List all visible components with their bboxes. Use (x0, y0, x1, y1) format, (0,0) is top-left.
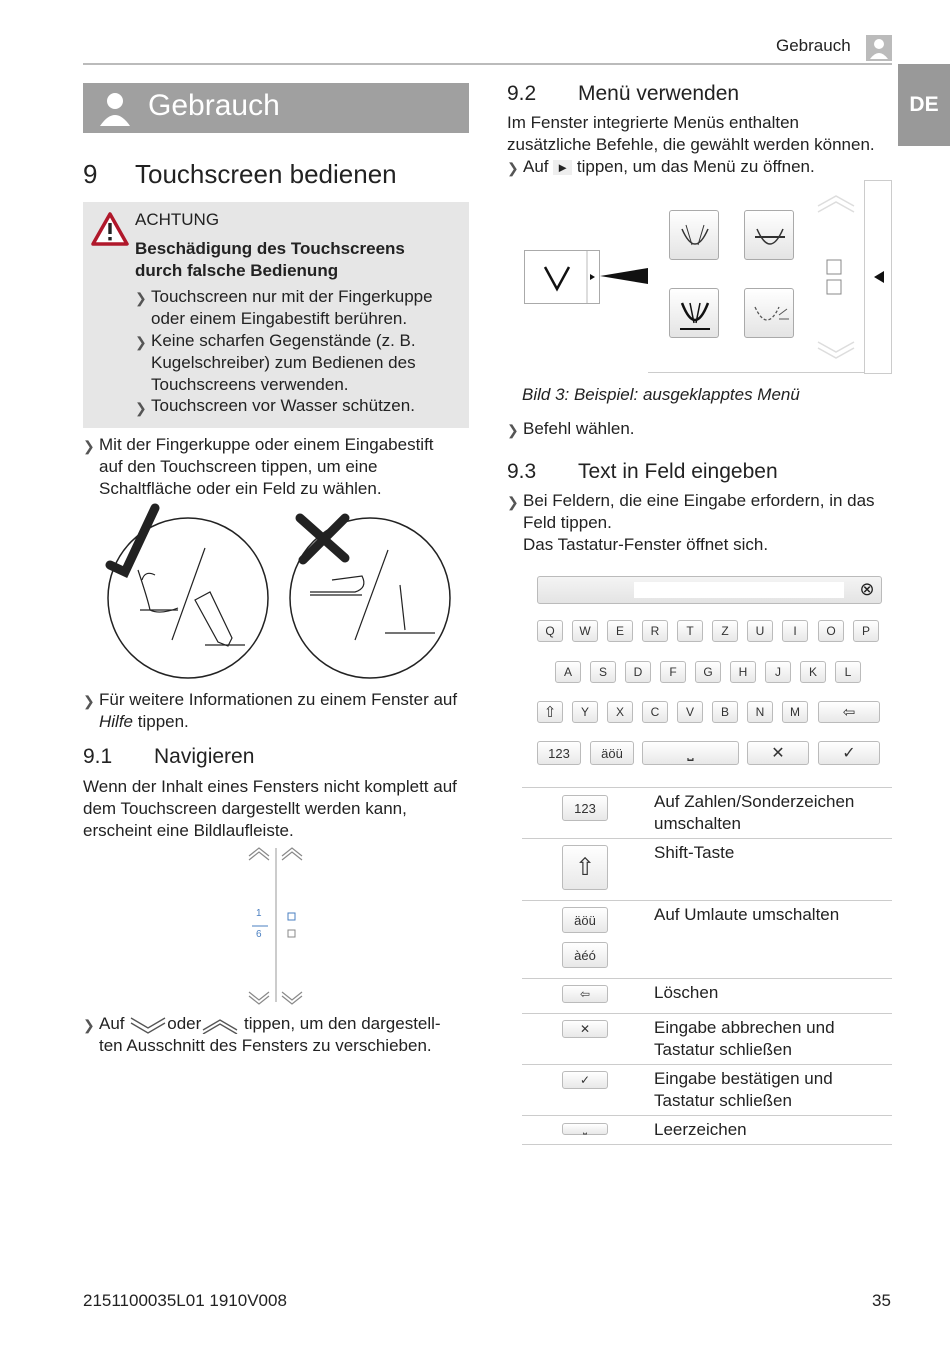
legend-key: ⎵ (562, 1123, 608, 1135)
section-text: Im Fenster integrierte Menüs enthalten zusätzliche Befehle, die gewählt werden können. (507, 113, 875, 154)
chapter-title: Touchscreen bedienen (135, 159, 397, 189)
key[interactable]: K (800, 661, 826, 683)
cross-icon (300, 518, 345, 560)
legend-key: ⇧ (562, 845, 608, 890)
help-step (99, 689, 469, 733)
key[interactable]: J (765, 661, 791, 683)
table-rule (522, 787, 892, 788)
help-step-text: tippen. (133, 712, 189, 731)
help-keyword: Hilfe (99, 712, 134, 731)
page-indicator-icon (825, 258, 845, 298)
key[interactable]: P (853, 620, 879, 642)
key[interactable]: D (625, 661, 651, 683)
chapter-banner (83, 83, 469, 133)
clear-icon[interactable]: ⊗ (859, 579, 875, 599)
key[interactable]: C (642, 701, 668, 723)
step-text: tippen, um das Menü zu öffnen. (576, 157, 815, 176)
warning-item: Touchscreen nur mit der Fingerkuppe oder einem Eingabestift berühren. (151, 287, 433, 328)
menu-step (523, 156, 883, 179)
step-text: ten Ausschnitt des Fensters zu verschieben. (99, 1036, 432, 1055)
cancel-key[interactable]: ✕ (747, 741, 809, 765)
legend-desc: Leerzeichen (654, 1120, 747, 1139)
key[interactable]: H (730, 661, 756, 683)
legend-key: àéó (562, 942, 608, 968)
key[interactable]: M (782, 701, 808, 723)
legend-desc: Eingabe bestätigen und Tastatur schließen (654, 1069, 833, 1110)
scroll-up-icon (816, 192, 856, 214)
text-field[interactable] (537, 576, 882, 604)
section-title: Text in Feld eingeben (578, 460, 778, 483)
section-text: Wenn der Inhalt eines Fensters nicht komplett auf dem Touchscreen dargestellt werden kann, erscheint eine Bildlaufleiste. (83, 777, 457, 840)
section-title: Menü verwenden (578, 82, 740, 105)
table-rule (522, 1115, 892, 1116)
menu-command-button[interactable] (669, 210, 719, 260)
text-step: Bei Feldern, die eine Eingabe erfordern, in das Feld tippen. (523, 491, 875, 532)
step-text: oder (167, 1014, 202, 1033)
bullet-icon: ❯ (507, 160, 519, 176)
bullet-icon: ❯ (135, 334, 147, 350)
menu-collapse-tab[interactable] (864, 180, 892, 374)
menu-field[interactable] (524, 250, 600, 304)
menu-command-button[interactable] (744, 288, 794, 338)
menu-arrow-glyph: ► (553, 160, 572, 175)
legend-desc: Eingabe abbrechen und Tastatur schließen (654, 1018, 835, 1059)
bullet-icon: ❯ (83, 693, 95, 709)
banner-title: Gebrauch (148, 89, 280, 122)
legend-desc: Shift-Taste (654, 843, 735, 862)
touch-illustration (100, 500, 460, 685)
umlaut-key[interactable]: äöü (590, 741, 634, 765)
scroll-down-icon (129, 1014, 167, 1034)
help-step-text: Für weitere Informationen zu einem Fenster auf (99, 690, 458, 709)
bullet-icon: ❯ (83, 438, 95, 454)
key[interactable]: Q (537, 620, 563, 642)
menu-illustration (522, 178, 894, 374)
scroll-down-button[interactable] (280, 987, 306, 1009)
scroll-down-icon (816, 338, 856, 360)
warning-icon (91, 212, 129, 246)
scrollbar-illustration (246, 842, 306, 1007)
bullet-icon: ❯ (507, 422, 519, 438)
bullet-icon: ❯ (507, 494, 519, 510)
key[interactable]: F (660, 661, 686, 683)
warning-box (83, 202, 469, 428)
key[interactable]: I (782, 620, 808, 642)
person-icon (97, 90, 133, 126)
table-rule (522, 838, 892, 839)
legend-desc: Auf Zahlen/Sonderzeichen umschalten (654, 792, 855, 833)
table-rule (522, 978, 892, 979)
key[interactable]: L (835, 661, 861, 683)
legend-desc: Auf Umlaute umschalten (654, 905, 840, 924)
section-number: 9.1 (83, 745, 113, 768)
chapter-number: 9 (83, 159, 98, 189)
shift-key[interactable]: ⇧ (537, 701, 563, 723)
menu-command-button[interactable] (669, 288, 719, 338)
key[interactable]: V (677, 701, 703, 723)
pointer-arrow-icon (600, 266, 650, 286)
scroll-up-button[interactable] (280, 842, 306, 864)
key[interactable]: X (607, 701, 633, 723)
menu-command-button[interactable] (744, 210, 794, 260)
warning-title: Beschädigung des Touchscreens durch falsche Bedienung (135, 239, 405, 280)
legend-key: ✕ (562, 1020, 608, 1038)
figure-caption: Bild 3: Beispiel: ausgeklapptes Menü (522, 385, 800, 404)
key[interactable]: O (818, 620, 844, 642)
warning-item: Touchscreen vor Wasser schützen. (151, 396, 415, 415)
confirm-key[interactable]: ✓ (818, 741, 880, 765)
legend-key: 123 (562, 795, 608, 821)
table-rule (522, 900, 892, 901)
text-step-result: Das Tastatur-Fenster öffnet sich. (523, 535, 769, 554)
key[interactable]: T (677, 620, 703, 642)
warning-label: ACHTUNG (135, 210, 220, 229)
warning-item: Keine scharfen Gegenstände (z. B. Kugelschreiber) zum Bedienen des Touchscreens verwenden. (151, 331, 416, 394)
key[interactable]: S (590, 661, 616, 683)
key[interactable]: Y (572, 701, 598, 723)
running-header: Gebrauch (776, 36, 851, 55)
key[interactable]: N (747, 701, 773, 723)
key[interactable]: A (555, 661, 581, 683)
page-total: 6 (256, 929, 262, 940)
page-number: 35 (872, 1291, 891, 1310)
step-text: Auf (99, 1014, 125, 1033)
table-rule (522, 1144, 892, 1145)
step-text: Auf (523, 157, 549, 176)
legend-desc: Löschen (654, 983, 719, 1002)
language-tab: DE (898, 64, 950, 146)
section-number: 9.2 (507, 82, 537, 105)
backspace-key[interactable]: ⇦ (818, 701, 880, 723)
step-text: tippen, um den dargestell- (244, 1014, 441, 1033)
bullet-icon: ❯ (135, 400, 147, 416)
person-icon (866, 35, 892, 61)
table-rule (522, 1064, 892, 1065)
legend-key: ✓ (562, 1071, 608, 1089)
menu-step-2: Befehl wählen. (523, 419, 635, 438)
document-number: 2151100035L01 1910V008 (83, 1291, 287, 1310)
key[interactable]: R (642, 620, 668, 642)
legend-key: äöü (562, 907, 608, 933)
key[interactable]: Z (712, 620, 738, 642)
key[interactable]: U (747, 620, 773, 642)
header-rule (83, 63, 892, 65)
section-title: Navigieren (154, 745, 255, 768)
key[interactable]: W (572, 620, 598, 642)
key[interactable]: E (607, 620, 633, 642)
bullet-icon: ❯ (135, 290, 147, 306)
intro-step: Mit der Fingerkuppe oder einem Eingabestift auf den Touchscreen tippen, um eine Schaltfläche oder ein Feld zu wählen. (99, 435, 434, 498)
legend-key: ⇦ (562, 985, 608, 1003)
bullet-icon: ❯ (83, 1017, 95, 1033)
table-rule (522, 1013, 892, 1014)
scroll-step (99, 1013, 479, 1057)
key[interactable]: B (712, 701, 738, 723)
space-key[interactable]: ⎵ (642, 741, 739, 765)
key[interactable]: G (695, 661, 721, 683)
text-field-input[interactable] (634, 582, 844, 598)
scroll-up-icon (201, 1014, 239, 1034)
numbers-key[interactable]: 123 (537, 741, 581, 765)
section-number: 9.3 (507, 460, 537, 483)
page-current: 1 (256, 908, 262, 919)
